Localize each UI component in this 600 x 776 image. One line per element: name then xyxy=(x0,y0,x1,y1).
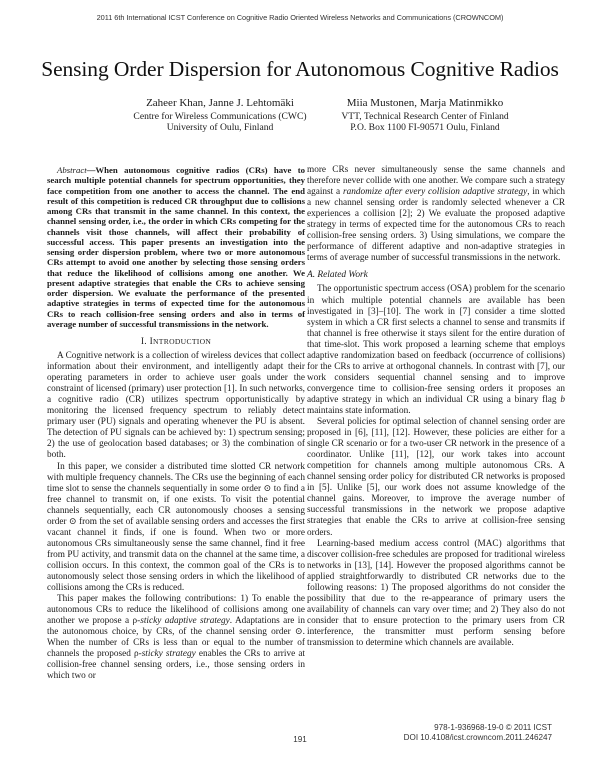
subsection-heading-related-work: A. Related Work xyxy=(307,270,368,281)
body-paragraph: The opportunistic spectrum access (OSA) problem for the scenario in which multiple potential channels are available has been investigated in [3]–[10]. The work in [7] consider a time slotted system in which a CR first selects a channel to sense and transmits if that channel is free otherwise it stays silent for the entire duration of that time-slot. This work proposed a learning scheme that employs adaptive randomization based on feedback (occurrence of collisions) for the CRs to arrive at orthogonal channels. In contrast with [7], our work considers sequential channel sensing and to improve convergence time to collision-free sensing orders it proposes an adaptive strategy in which an individual CR using a binary flag b maintains state information. xyxy=(307,284,565,416)
section-heading-introduction: I. INTRODUCTION xyxy=(140,337,212,347)
affiliation-line: P.O. Box 1100 FI-90571 Oulu, Finland xyxy=(350,122,500,134)
author-block-cwc xyxy=(120,97,320,134)
author-names: Zaheer Khan, Janne J. Lehtomäki xyxy=(146,97,294,109)
abstract-label: Abstract xyxy=(57,165,87,175)
conference-header: 2011 6th International ICST Conference on Cognitive Radio Oriented Wireless Networks and Communications (CROWNCOM) xyxy=(96,13,504,22)
doi: DOI 10.4108/icst.crowncom.2011.246247 xyxy=(403,732,552,742)
body-paragraph: A Cognitive network is a collection of wireless devices that collect information about their environment, and intelligently adapt their operating parameters in order to achieve user goals under the constraint of licensed (primary) user protection [1]. In such networks, a cognitive radio (CR) utilizes spectrum opportunistically by monitoring the licensed frequency spectrum to reliably detect primary user (PU) signals and operating whenever the PU is absent. The detection of PU signals can be achieved by: 1) spectrum sensing; 2) the use of geolocation based databases; or 3) the combination of both. xyxy=(47,351,305,461)
abstract-text: —When autonomous cognitive radios (CRs) have to search multiple potential channels for spectrum opportunities, they face competition from one another to access the channel. The end result of this competition is reduced CR throughput due to collisions among CRs that transmit in the same channel. In this context, the channel sensing order, i.e., the order in which CRs competing for the channels visit those channels, will affect their probability of successful access. This paper presents an investigation into the sensing order dispersion problem, where two or more autonomous CRs attempt to avoid one another by selecting those sensing orders that reduce the likelihood of collisions among one another. We present adaptive strategies that enable the CRs to achieve sensing order dispersion. We evaluate the performance of the presented adaptive strategies in terms of expected time for the autonomous CRs to reach collision-free sensing orders and also in terms of average number of successful transmissions in the network. xyxy=(47,165,305,329)
body-paragraph: In this paper, we consider a distributed time slotted CR network with multiple frequency channels. The CRs use the beginning of each time slot to sense the channels sequentially in some order ⊙ to find a free channel to transmit on, if one exists. To visit the potential channels sequentially, each CR autonomously chooses a sensing order ⊙ from the set of available sensing orders and accesses the first vacant channel it finds, if one is found. When two or more autonomous CRs simultaneously sense the same channel, find it free from PU activity, and transmit data on the channel at the same time, a collision occurs. In this context, the common goal of the CRs is to autonomously select those sensing orders in which the likelihood of collisions among the CRs is reduced. xyxy=(47,461,305,594)
affiliation-line: Centre for Wireless Communications (CWC) xyxy=(133,111,307,122)
left-column xyxy=(47,165,305,682)
body-paragraph: more CRs never simultaneously sense the same channels and therefore never collide with one another. We compare such a strategy against a randomize after every collision adaptive strategy, in which a new channel sensing order is randomly selected whenever a CR experiences a collision [2]; 2) We evaluate the proposed adaptive strategy in terms of expected time for the autonomous CRs to reach collision-free sensing orders. 3) Using simulations, we compare the performance of different adaptive and non-adaptive strategies in terms of average number of successful transmissions in the network. xyxy=(307,165,565,264)
paper-title: Sensing Order Dispersion for Autonomous Cognitive Radios xyxy=(41,57,559,81)
abstract xyxy=(47,165,305,329)
body-paragraph: This paper makes the following contributions: 1) To enable the autonomous CRs to reduce the likelihood of collisions among one another we propose a ρ-sticky adaptive strategy. Adaptations are in the autonomous choice, by CRs, of the channel sensing order ⊙. When the number of CRs is less than or equal to the number of channels the proposed ρ-sticky strategy enables the CRs to arrive at collision-free channel sensing orders, i.e., those sensing orders in which two or xyxy=(47,594,305,682)
author-block-vtt xyxy=(305,97,545,134)
author-names: Miia Mustonen, Marja Matinmikko xyxy=(346,97,504,109)
right-column xyxy=(307,165,565,649)
body-paragraph: Several policies for optimal selection of channel sensing order are proposed in [6], [11], [12]. However, these policies are either for a single CR scenario or for a two-user CR network in the presence of a coordinator. Unlike [11], [12], our work takes into account competition for channels among multiple autonomous CRs. A channel sensing order policy for distributed CR networks is proposed in [5]. Unlike [5], our work does not assume knowledge of the channel gains. Moreover, to improve the average number of successful transmissions in the network we propose adaptive strategies that enable the CRs to arrive at collision-free sensing orders. xyxy=(307,417,565,538)
affiliation-line: VTT, Technical Research Center of Finland xyxy=(341,111,509,122)
body-paragraph: Learning-based medium access control (MAC) algorithms that discover collision-free schedules are proposed for traditional wireless networks in [13], [14]. However the proposed algorithms cannot be applied straightforwardly to distributed CR networks due to the following reasons: 1) The proposed algorithms do not consider the possibility that due to the re-appearance of primary users the availability of channels can vary over time; and 2) They also do not consider that to ensure protection to the primary users from CR interference, the transmitter must perform sensing before transmission to determine which channels are available. xyxy=(307,538,565,648)
affiliation-line: University of Oulu, Finland xyxy=(166,122,274,134)
page-number: 191 xyxy=(293,735,307,744)
isbn-copyright: 978-1-936968-19-0 © 2011 ICST xyxy=(434,723,552,732)
